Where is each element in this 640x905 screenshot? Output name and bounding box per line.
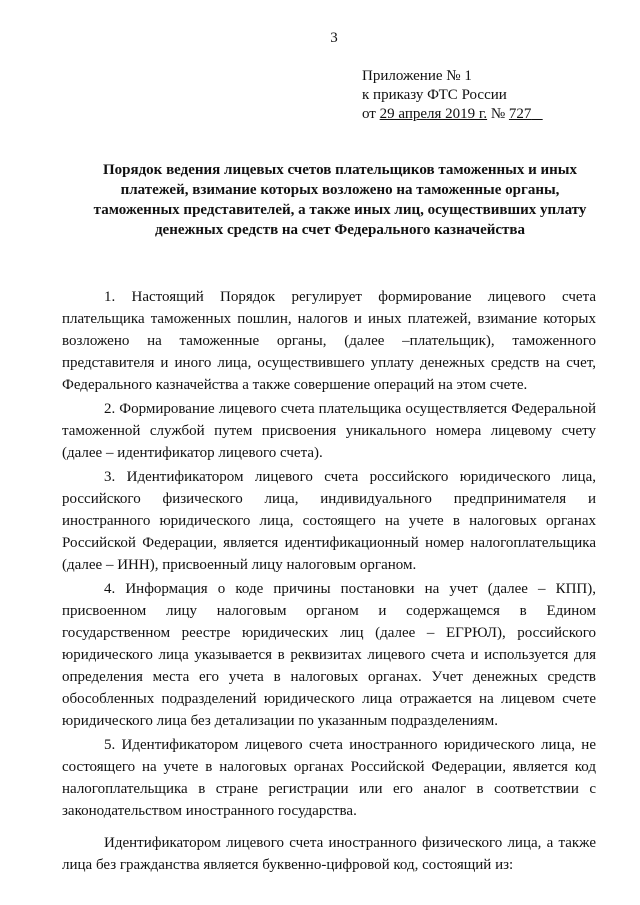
paragraph-5: 5. Идентификатором лицевого счета иностранного юридического лица, не состоящего на учете в налоговых органах Российской Федерации, является код налогоплательщика в стране регистрации или его аналог в соответствии с законодательством иностранного государства. <box>62 737 596 819</box>
paragraph-6: Идентификатором лицевого счета иностранного физического лица, а также лица без гражданства является буквенно-цифровой код, состоящий из: <box>62 835 596 873</box>
appendix-date: 29 апреля 2019 г. <box>379 106 488 122</box>
appendix-date-line <box>362 105 543 124</box>
paragraph-3: 3. Идентификатором лицевого счета российского юридического лица, российского физического лица, индивидуального предпринимателя и иностранного юридического лица, состоящего на учете в налоговых органах Российской Федерации, является идентификационный номер налогоплательщика (далее – ИНН), присвоенный лицу налоговым органом. <box>62 469 596 573</box>
paragraph-4: 4. Информация о коде причины постановки на учет (далее – КПП), присвоенном лицу налоговым органом и содержащемся в Едином государственном реестре юридических лиц (далее – ЕГРЮЛ), российского юридического лица указывается в реквизитах лицевого счета и используется для определения места его учета в налоговых органах. Учет денежных средств обособленных подразделений юридического лица отражается на лицевом счете юридического лица без детализации по указанным подразделениям. <box>62 581 596 729</box>
paragraph-2: 2. Формирование лицевого счета плательщика осуществляется Федеральной таможенной службой путем присвоения уникального номера лицевому счету (далее – идентификатор лицевого счета). <box>62 401 596 461</box>
appendix-number-underline <box>531 106 542 122</box>
appendix-number: 727 <box>508 106 532 122</box>
appendix-block <box>362 67 543 124</box>
appendix-order-reference: к приказу ФТС России <box>362 87 507 103</box>
document-title: Порядок ведения лицевых счетов плательщиков таможенных и иных платежей, взимание которых возложено на таможенные органы, таможенных представителей, а также иных лиц, осуществивших уплату денежных средств на счет Федерального казначейства <box>93 162 587 238</box>
document-body <box>62 286 596 878</box>
appendix-date-prefix: от <box>362 106 380 122</box>
paragraph-1: 1. Настоящий Порядок регулирует формирование лицевого счета плательщика таможенных пошлин, налогов и иных платежей, взимание которых возложено на таможенные органы, (далее –плательщик), таможенного представителя и иного лица, осуществившего уплату денежных средств на счет, Федерального казначейства а также совершение операций на этом счете. <box>62 289 596 393</box>
appendix-title: Приложение № 1 <box>362 68 472 84</box>
page-number: 3 <box>330 30 338 46</box>
appendix-number-label: № <box>487 106 509 122</box>
